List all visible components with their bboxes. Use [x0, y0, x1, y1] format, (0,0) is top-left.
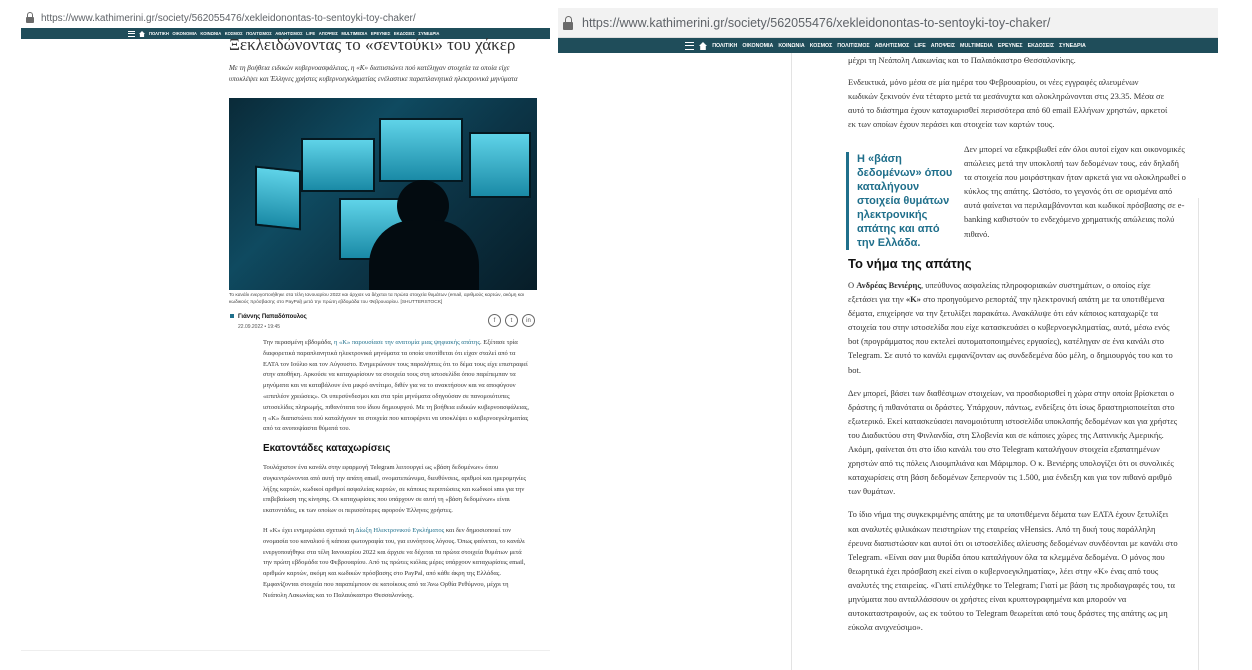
nav-item[interactable]: ΑΘΛΗΤΙΣΜΟΣ [275, 31, 303, 36]
nav-item[interactable]: ΠΟΛΙΤΙΚΗ [712, 42, 738, 49]
address-bar[interactable] [558, 8, 1218, 38]
home-icon[interactable] [139, 31, 145, 37]
nav-item[interactable]: ΚΟΙΝΩΝΙΑ [778, 42, 805, 49]
paragraph: Το ίδιο νήμα της συγκεκριμένης απάτης με τα υποτιθέμενα δέματα των ΕΛΤΑ έχουν ξετυλίξει και αναλυτές φιλικάκων πειστηρίων της εταιρείας vHensics. Από τη δική τους παράλληλη έρευνα διαπιστώσαν και αυτοί ότι οι ιστοσελίδες αλίευσης δεδομένων συνδέονται με κανάλι στο Telegram. «Είναι σαν μια θυρίδα όπου καταλήγουν όλα τα κλεμμένα δεδομένα. Ο μόνος που θεωρητικά έχει πρόσβαση εκεί είναι ο κυβερνοεγκληματίας», λέει στην «Κ» ένας από τους αναλυτές της εταιρείας. «Γιατί επιλέχθηκε το Telegram; Γιατί με βάση τις προδιαγραφές του, τα μηνύματα που ανταλλάσσουν οι χρήστες είναι κρυπτογραφημένα και μπορούν να αυτοκαταστραφούν, ως εκ τούτου το Telegram θεωρείται από τους δράστες της απάτης ως μη εύκολα ανιχνεύσιμο». [848, 509, 1178, 633]
image-caption: Το κανάλι ενεργοποιήθηκε στα τέλη Ιανουαρίου 2022 και άρχισε να δέχεται τα πρώτα στοιχεία θυμάτων (email, αριθμούς καρτών, ακόμη και κωδικούς πρόσβασης στο PayPal) μετά την πρώτη εβδομάδα του Φεβρουαρίου. [SHUTTERSTOCK] [229, 293, 524, 305]
hamburger-menu-icon[interactable] [128, 31, 135, 37]
left-browser-panel [21, 8, 550, 670]
article-title: Ξεκλειδώνοντας το «σεντούκι» του χάκερ [229, 35, 516, 54]
facebook-share-icon[interactable]: f [488, 314, 501, 327]
hamburger-menu-icon[interactable] [685, 42, 694, 50]
nav-item[interactable]: ΑΠΟΨΕΙΣ [318, 31, 338, 36]
nav-item[interactable]: ΚΟΣΜΟΣ [809, 42, 833, 49]
nav-item[interactable]: ΠΟΛΙΤΙΚΗ [149, 31, 169, 36]
lock-icon [562, 16, 574, 30]
home-icon[interactable] [699, 42, 707, 50]
publish-date: 22.09.2022 • 19:45 [238, 324, 281, 330]
paragraph: Δεν μπορεί να εξακριβωθεί εάν όλοι αυτοί είχαν και οικονομικές απώλειες μετά την υποκλοπή των δεδομένων τους, εάν δηλαδή τα στοιχεία που μοιράστηκαν ήταν αρκετά για να ολοκληρωθεί ο κύκλος της απάτης. Ωστόσο, το γεγονός ότι σε ορισμένα από αυτά φαίνεται να περιλαμβάνονται και κωδικοί πρόσβασης σε e-banking καθιστούν το ενδεχόμενο χρηματικής απώλειας πολύ πιθανό. [964, 144, 1186, 239]
url-text[interactable]: https://www.kathimerini.gr/society/562055476/xekleidonontas-to-sentoyki-toy-chaker/ [41, 12, 416, 24]
section-heading: Το νήμα της απάτης [848, 256, 972, 271]
nav-item[interactable]: ΚΟΣΜΟΣ [224, 31, 243, 36]
divider [21, 650, 550, 651]
nav-item[interactable]: ΟΙΚΟΝΟΜΙΑ [742, 42, 774, 49]
address-bar[interactable] [21, 8, 550, 28]
nav-item[interactable]: ΟΙΚΟΝΟΜΙΑ [172, 31, 197, 36]
article-hero-image [229, 98, 537, 290]
paragraph: Την περασμένη εβδομάδα, η «Κ» παρουσίασε την ανατομία μιας ψηφιακής απάτης. Εξέτασε τρία διαφορετικά παραπλανητικά ηλεκτρονικά μηνύματα τα οποία υποτίθεται ότι είχαν σταλεί από τα ΕΛΤΑ τον Ιούλιο και τον Αύγουστο. Ενημερώνουν τους παραλήπτες ότι το δέμα τους είχε επιστραφεί στην αποθήκη. Αρκούσε να καταχωρίσουν τα στοιχεία τους στη ιστοσελίδα όπου παρέπεμπαν τα μηνύματα και να καταβάλουν ένα μικρό αντίτιμο, διθέν για να το ανακτήσουν και να αποφύγουν «επιπλέον χρεώσεις». Οι υπερσύνδεσμοι και στα τρία μηνύματα οδηγούσαν σε πανομοιότυπες ιστοσελίδες πληρωμής, πιθανότατα του ίδιου δημιουργού. Με τη βοήθεια ειδικών κυβερνοασφάλειας, η «Κ» διαπιστώνει πού καταλήγουν τα στοιχεία που κατοφέρνει να υποκλέψει ο κυβερνοεγκληματίας από τα ανυποψίαστα θύματά του. [263, 339, 529, 433]
nav-item[interactable]: ΕΡΕΥΝΕΣ [370, 31, 391, 36]
twitter-share-icon[interactable]: t [505, 314, 518, 327]
nav-item[interactable]: ΕΡΕΥΝΕΣ [997, 42, 1023, 49]
linkedin-share-icon[interactable]: in [522, 314, 535, 327]
nav-item[interactable]: LIFE [306, 31, 316, 36]
article-body [263, 338, 531, 611]
nav-item[interactable]: ΠΟΛΙΤΙΣΜΟΣ [246, 31, 272, 36]
paragraph: Ο Ανδρέας Βενιέρης, υπεύθυνος ασφαλείας πληροφοριακών συστημάτων, ο οποίος είχε εξετάσει για την «Κ» στο προηγούμενο ρεπορτάζ την ηλεκτρονική απάτη με τα υποτιθέμενα δέματα, επιχείρησε να την ξετυλίξει παρακάτω. Ανακάλυψε ότι εάν κάποιος καταχωρίζε τα στοιχεία του στην ιστοσελίδα που είχε κατασκευάσει ο κυβερνοεγκληματίας, αυτά, μέσω ενός bot (προγράμματος που εκτελεί αυτοματοποιημένες εργασίες), κατέληγαν σε ένα κανάλι στο Telegram. Σε αυτό το κανάλι εμφανίζονταν ως συνδεδεμένα δύο μέλη, ο δημιουργός του και το bot. [848, 280, 1173, 375]
paragraph: μέχρι τη Νεάπολη Λακωνίας και το Παλαιόκαστρο Θεσσαλονίκης. [848, 55, 1076, 65]
nav-item[interactable]: ΕΚΔΟΣΕΙΣ [393, 31, 415, 36]
nav-item[interactable]: ΣΥΝΕΔΡΙΑ [1059, 42, 1086, 49]
article-body [848, 278, 1178, 643]
nav-item[interactable]: ΕΚΔΟΣΕΙΣ [1027, 42, 1055, 49]
paragraph: Τουλάχιστον ένα κανάλι στην εφαρμογή Telegram λειτουργεί ως «βάση δεδομένων» όπου συγκεντρώνονται από αυτή την απάτη email, ονοματεπώνυμα, διευθύνσεις, αριθμοί και ημερομηνίες λήξης καρτών, κωδικοί αριθμοί ασφαλείας καρτών, σε κάποιες περιπτώσεις και κωδικοί sms για την επιβεβαίωση της κίνησης. Οι καταχωρίσεις που υπάρχουν σε αυτή τη «βάση δεδομένων» είναι εκατοντάδες, εκ των οποίων οι περισσότερες αφορούν Έλληνες χρήστες. [263, 463, 526, 515]
article-link[interactable]: η «Κ» παρουσίασε την ανατομία μιας ψηφιακής απάτης [334, 339, 480, 346]
right-browser-panel [558, 8, 1218, 670]
site-nav-bar [558, 38, 1218, 53]
nav-item[interactable]: ΠΟΛΙΤΙΣΜΟΣ [837, 42, 870, 49]
url-text[interactable]: https://www.kathimerini.gr/society/562055476/xekleidonontas-to-sentoyki-toy-chaker/ [582, 15, 1051, 30]
nav-item[interactable]: LIFE [914, 42, 926, 49]
paragraph: Δεν μπορεί, βάσει των διαθέσιμων στοιχείων, να προσδιορισθεί η χώρα στην οποία βρίσκεται ο δράστης ή πιθανότατα οι δράστες. Υπάρχουν, πάντως, ενδείξεις ότι ίσως δραστηριοποιείται στο εξωτερικό. Εκεί κατασκεύασει πανομοιότυπη ιστοσελίδα υποκλοπής δεδομένων και για χρήστες του Διαδικτύου στη Φινλανδία, στη Σλοβενία και σε κάποιες χώρες της Λατινικής Αμερικής. Ακόμη, φαίνεται ότι στο ίδιο κανάλι του στο Telegram καταλήγουν στοιχεία εξαπατημένων χρηστών από τις πόλεις Λιουμπλιάνα και Μάριμπορ. Ο κ. Βενιέρης υπολογίζει ότι οι συνολικές καταχωρίσεις στη βάση δεδομένων ξεπερνούν τις 1.500, μια ένδειξη και για τον πιθανό αριθμό των θυμάτων. [848, 387, 1178, 497]
article-subtitle: Με τη βοήθεια ειδικών κυβερνοασφάλειας, η «Κ» διαπιστώνει πού κατέληγαν στοιχεία τα οποία είχε υποκλέψει και Έλληνες χρήστες κυβερνοεγκληματίας ενέλαστικε παραπλανητικά ηλεκτρονικά μηνύματα [229, 64, 518, 83]
content-border [1198, 198, 1199, 670]
lock-icon [25, 12, 35, 24]
pull-quote: Η «βάση δεδομένων» όπου καταλήγουν στοιχεία θυμάτων ηλεκτρονικής απάτης και από την Ελλάδα. [846, 152, 959, 250]
nav-item[interactable]: ΣΥΝΕΔΡΙΑ [418, 31, 440, 36]
author-line[interactable]: Γιάννης Παπαδόπουλος [230, 314, 307, 320]
content-border [791, 53, 792, 670]
paragraph: Ενδεικτικά, μόνο μέσα σε μία ημέρα του Φεβρουαρίου, οι νέες εγγραφές αλιευμένων κωδικών ξεκινούν ένα τέταρτο μετά τα μεσάνυχτα και ολοκληρώνονται στις 23.35. Μέσα σε αυτό το διάστημα έχουν καταχωρισθεί περισσότερα από 60 email Ελλήνων χρηστών, αρκετοί εκ των οποίων έχουν περάσει και στοιχεία των καρτών τους. [848, 77, 1168, 130]
section-heading: Εκατοντάδες καταχωρίσεις [263, 443, 391, 455]
nav-item[interactable]: ΚΟΙΝΩΝΙΑ [200, 31, 222, 36]
nav-item[interactable]: MULTIMEDIA [960, 42, 993, 49]
nav-item[interactable]: MULTIMEDIA [341, 31, 368, 36]
paragraph: Η «Κ» έχει ενημερώσει σχετικά τη Δίωξη Ηλεκτρονικού Εγκλήματος και δεν δημοσιοποιεί τον ονομασία του καναλιού ή κάποια φωτογραφία του, για ευνόητους λόγους. Όπως φαίνεται, το κανάλι ενεργοποιήθηκε στα τέλη Ιανουαρίου 2022 και άρχισε να δέχεται τα πρώτα στοιχεία θυμάτων μετά την πρώτη εβδομάδα του Φεβρουαρίου. Από τις πρώτες κιόλας μέρες υπάρχουν καταχωρίσεις email, αριθμών καρτών, ακόμη και κωδικών πρόσβασης στο PayPal, από κάθε άκρη της Ελλάδας. Εμφανίζονται στοιχεία που παραπέμπουν σε κατοίκους από τα Άνω Ορθία Ρεθύμνου, μέχρι τη Νεάπολη Λακωνίας και το Παλαιόκαστρο Θεσσαλονίκης. [263, 526, 526, 599]
article-link[interactable]: Δίωξη Ηλεκτρονικού Εγκλήματος [355, 526, 445, 534]
article-body-top [848, 53, 1168, 139]
nav-item[interactable]: ΑΘΛΗΤΙΣΜΟΣ [874, 42, 910, 49]
nav-item[interactable]: ΑΠΟΨΕΙΣ [930, 42, 956, 49]
